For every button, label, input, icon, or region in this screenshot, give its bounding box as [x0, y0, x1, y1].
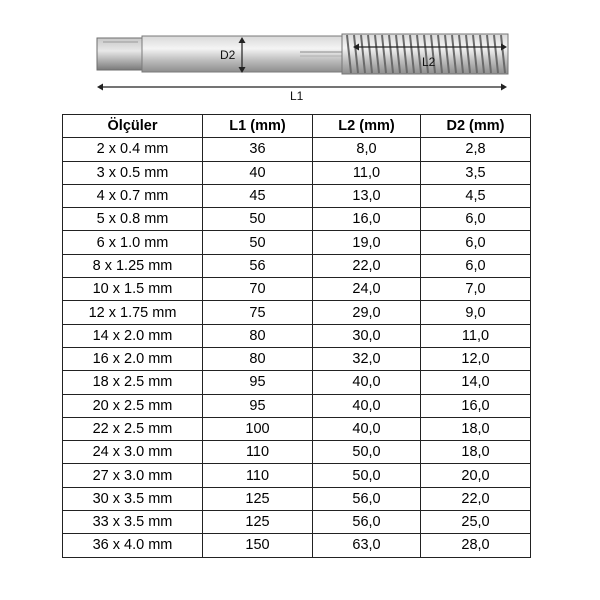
- table-cell: 8 x 1.25 mm: [63, 254, 203, 277]
- table-cell: 40: [203, 161, 313, 184]
- table-row: [63, 464, 531, 487]
- table-cell: 40,0: [313, 394, 421, 417]
- table-cell: 14,0: [421, 371, 531, 394]
- table-cell: 125: [203, 511, 313, 534]
- table-cell: 32,0: [313, 347, 421, 370]
- tap-dimension-diagram: [0, 0, 600, 112]
- table-cell: 3 x 0.5 mm: [63, 161, 203, 184]
- table-cell: 4 x 0.7 mm: [63, 184, 203, 207]
- table-cell: 75: [203, 301, 313, 324]
- table-cell: 30 x 3.5 mm: [63, 487, 203, 510]
- table-cell: 56,0: [313, 511, 421, 534]
- table-cell: 5 x 0.8 mm: [63, 208, 203, 231]
- table-cell: 22,0: [421, 487, 531, 510]
- table-cell: 36 x 4.0 mm: [63, 534, 203, 557]
- table-cell: 125: [203, 487, 313, 510]
- table-cell: 6,0: [421, 254, 531, 277]
- table-cell: 20 x 2.5 mm: [63, 394, 203, 417]
- table-cell: 6,0: [421, 208, 531, 231]
- table-cell: 18,0: [421, 441, 531, 464]
- table-cell: 6 x 1.0 mm: [63, 231, 203, 254]
- table-cell: 33 x 3.5 mm: [63, 511, 203, 534]
- table-row: [63, 184, 531, 207]
- table-cell: 28,0: [421, 534, 531, 557]
- table-cell: 10 x 1.5 mm: [63, 278, 203, 301]
- column-header: D2 (mm): [421, 115, 531, 138]
- table-cell: 18 x 2.5 mm: [63, 371, 203, 394]
- table-row: [63, 394, 531, 417]
- table-cell: 80: [203, 347, 313, 370]
- table-row: [63, 441, 531, 464]
- table-cell: 95: [203, 394, 313, 417]
- table-cell: 11,0: [421, 324, 531, 347]
- table-cell: 25,0: [421, 511, 531, 534]
- table-cell: 20,0: [421, 464, 531, 487]
- table-cell: 11,0: [313, 161, 421, 184]
- tap-square-end: [97, 38, 142, 70]
- table-cell: 63,0: [313, 534, 421, 557]
- table-cell: 16 x 2.0 mm: [63, 347, 203, 370]
- table-cell: 150: [203, 534, 313, 557]
- table-cell: 110: [203, 441, 313, 464]
- table-row: [63, 417, 531, 440]
- table-row: [63, 534, 531, 557]
- table-row: [63, 371, 531, 394]
- table-cell: 30,0: [313, 324, 421, 347]
- table-cell: 24,0: [313, 278, 421, 301]
- table-cell: 18,0: [421, 417, 531, 440]
- table-cell: 19,0: [313, 231, 421, 254]
- column-header: L1 (mm): [203, 115, 313, 138]
- table-header-row: [63, 115, 531, 138]
- table-cell: 12,0: [421, 347, 531, 370]
- table-cell: 16,0: [421, 394, 531, 417]
- table-cell: 9,0: [421, 301, 531, 324]
- table-cell: 50,0: [313, 464, 421, 487]
- table-cell: 56: [203, 254, 313, 277]
- table-row: [63, 231, 531, 254]
- label-l1: L1: [290, 89, 304, 103]
- table-cell: 50: [203, 208, 313, 231]
- table-row: [63, 301, 531, 324]
- table-cell: 29,0: [313, 301, 421, 324]
- table-row: [63, 138, 531, 161]
- table-cell: 22,0: [313, 254, 421, 277]
- table-row: [63, 278, 531, 301]
- table-cell: 36: [203, 138, 313, 161]
- table-cell: 50: [203, 231, 313, 254]
- table-cell: 40,0: [313, 371, 421, 394]
- dimensions-table: [62, 114, 531, 558]
- table-cell: 100: [203, 417, 313, 440]
- table-row: [63, 347, 531, 370]
- table-row: [63, 161, 531, 184]
- table-row: [63, 208, 531, 231]
- column-header: Ölçüler: [63, 115, 203, 138]
- column-header: L2 (mm): [313, 115, 421, 138]
- table-cell: 24 x 3.0 mm: [63, 441, 203, 464]
- table-cell: 50,0: [313, 441, 421, 464]
- table-cell: 27 x 3.0 mm: [63, 464, 203, 487]
- table-cell: 2 x 0.4 mm: [63, 138, 203, 161]
- table-cell: 2,8: [421, 138, 531, 161]
- table-cell: 110: [203, 464, 313, 487]
- table-cell: 4,5: [421, 184, 531, 207]
- table-cell: 80: [203, 324, 313, 347]
- table-cell: 16,0: [313, 208, 421, 231]
- table-row: [63, 511, 531, 534]
- table-cell: 12 x 1.75 mm: [63, 301, 203, 324]
- table-row: [63, 254, 531, 277]
- table-cell: 7,0: [421, 278, 531, 301]
- table-cell: 14 x 2.0 mm: [63, 324, 203, 347]
- table-cell: 45: [203, 184, 313, 207]
- label-d2: D2: [220, 48, 236, 62]
- table-row: [63, 324, 531, 347]
- table-cell: 70: [203, 278, 313, 301]
- table-cell: 22 x 2.5 mm: [63, 417, 203, 440]
- table-row: [63, 487, 531, 510]
- table-cell: 56,0: [313, 487, 421, 510]
- table-cell: 8,0: [313, 138, 421, 161]
- table-cell: 3,5: [421, 161, 531, 184]
- table-cell: 95: [203, 371, 313, 394]
- table-cell: 6,0: [421, 231, 531, 254]
- table-cell: 13,0: [313, 184, 421, 207]
- table-cell: 40,0: [313, 417, 421, 440]
- label-l2: L2: [422, 55, 436, 69]
